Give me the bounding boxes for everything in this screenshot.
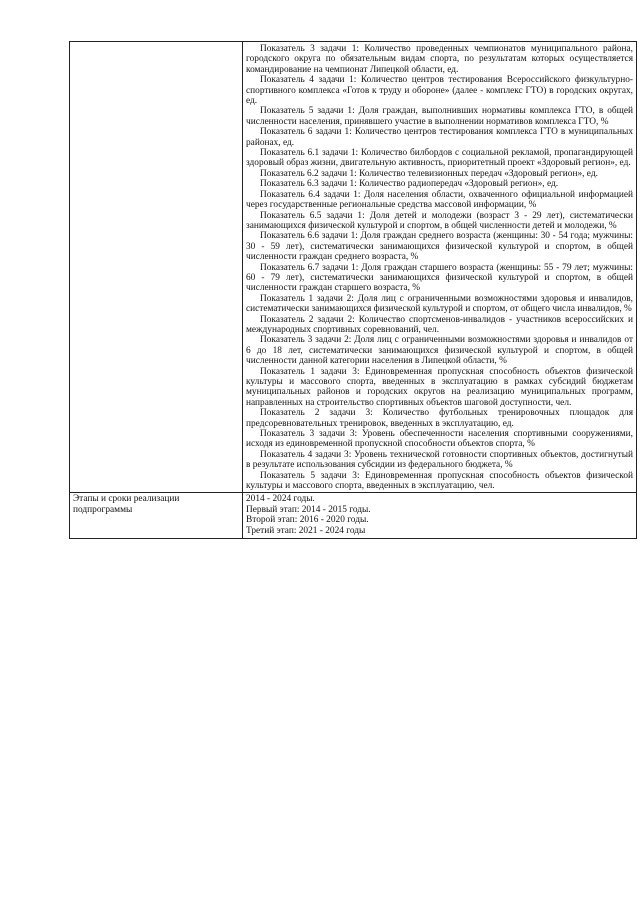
indicators-label-cell <box>70 42 243 493</box>
stages-row <box>70 493 637 539</box>
indicator-item: Показатель 1 задачи 2: Доля лиц с ограниченными возможностями здоровья и инвалидов, систематически занимающихся физической культурой и спортом, от общего числа инвалидов, % <box>246 293 633 315</box>
stage-third: Третий этап: 2021 - 2024 годы <box>246 525 366 536</box>
stages-label: Этапы и сроки реализации подпрограммы <box>73 494 180 515</box>
indicator-item: Показатель 6 задачи 1: Количество центров тестирования комплекса ГТО в муниципальных районах, ед. <box>246 127 633 148</box>
indicator-item: Показатель 6.5 задачи 1: Доля детей и молодежи (возраст 3 - 29 лет), систематически занимающихся физической культурой и спортом, в общей численности детей и молодежи, % <box>246 210 633 231</box>
indicator-item: Показатель 6.3 задачи 1: Количество радиопередач «Здоровый регион», ед. <box>260 179 559 190</box>
stages-cell <box>243 493 637 539</box>
indicator-item: Показатель 1 задачи 3: Единовременная пропускная способность объектов физической культуры и массового спорта, введенных в эксплуатацию в рамках субсидий бюджетам муниципальных районов и городских округов на реализацию муниципальных программ, направленных на строительство спортивных объектов шаговой доступности, чел. <box>246 366 633 408</box>
stage-second: Второй этап: 2016 - 2020 годы. <box>246 515 369 526</box>
indicators-row <box>70 42 637 493</box>
stages-label-cell <box>70 493 243 539</box>
indicator-list <box>243 42 636 492</box>
indicator-item: Показатель 5 задачи 1: Доля граждан, выполнивших нормативы комплекса ГТО, в общей численности населения, принявшего участие в выполнении нормативов комплекса ГТО, % <box>246 106 633 127</box>
passport-table <box>69 41 637 539</box>
indicator-item: Показатель 3 задачи 1: Количество проведенных чемпионатов муниципального района, городского округа по обязательным видам спорта, по результатам которых осуществляется командирование на чемпионат Липецкой области, ед. <box>246 44 633 75</box>
indicator-item: Показатель 4 задачи 3: Уровень технической готовности спортивных объектов, достигнутый в результате использования субсидии из федерального бюджета, % <box>246 449 633 471</box>
stage-period: 2014 - 2024 годы. <box>246 494 315 505</box>
indicator-item: Показатель 6.1 задачи 1: Количество билбордов с социальной рекламой, пропагандирующей здоровый образ жизни, двигательную активность, приоритетный проект «Здоровый регион», ед. <box>246 148 633 169</box>
indicator-item: Показатель 6.7 задачи 1: Доля граждан старшего возраста (женщины: 55 - 79 лет; мужчины: 60 - 79 лет), систематически занимающихся физической культурой и спортом, в общей численности граждан старшего возраста, % <box>246 262 633 294</box>
indicator-item: Показатель 3 задачи 3: Уровень обеспеченности населения спортивными сооружениями, исходя из единовременной пропускной способности объектов спорта, % <box>246 429 633 450</box>
stages-list <box>243 493 636 538</box>
indicator-item: Показатель 4 задачи 1: Количество центров тестирования Всероссийского физкультурно-спортивного комплекса «Готов к труду и обороне» (далее - комплекс ГТО) в городских округах, ед. <box>246 75 633 107</box>
indicator-item: Показатель 3 задачи 2: Доля лиц с ограниченными возможностями здоровья и инвалидов от 6 до 18 лет, систематически занимающихся физической культурой и спортом, в общей численности данной категории населения в Липецкой области, % <box>246 335 633 367</box>
indicators-cell <box>243 42 637 493</box>
indicator-item: Показатель 6.6 задачи 1: Доля граждан среднего возраста (женщины: 30 - 54 года; мужчины: 30 - 59 лет), систематически занимающихся физической культурой и спортом, в общей численности граждан среднего возраста, % <box>246 231 633 263</box>
indicator-item: Показатель 5 задачи 3: Единовременная пропускная способность объектов физической культуры и массового спорта, введенных в эксплуатацию, чел. <box>246 470 633 492</box>
indicator-item: Показатель 2 задачи 3: Количество футбольных тренировочных площадок для предсоревновательных тренировок, введенных в эксплуатацию, ед. <box>246 408 633 429</box>
indicator-item: Показатель 6.2 задачи 1: Количество телевизионных передач «Здоровый регион», ед. <box>260 168 598 179</box>
stage-first: Первый этап: 2014 - 2015 годы. <box>246 504 371 515</box>
indicator-item: Показатель 2 задачи 2: Количество спортсменов-инвалидов - участников всероссийских и международных спортивных соревнований, чел. <box>246 314 633 335</box>
indicator-item: Показатель 6.4 задачи 1: Доля населения области, охваченного официальной информацией через государственные региональные средства массовой информации, % <box>246 189 633 211</box>
